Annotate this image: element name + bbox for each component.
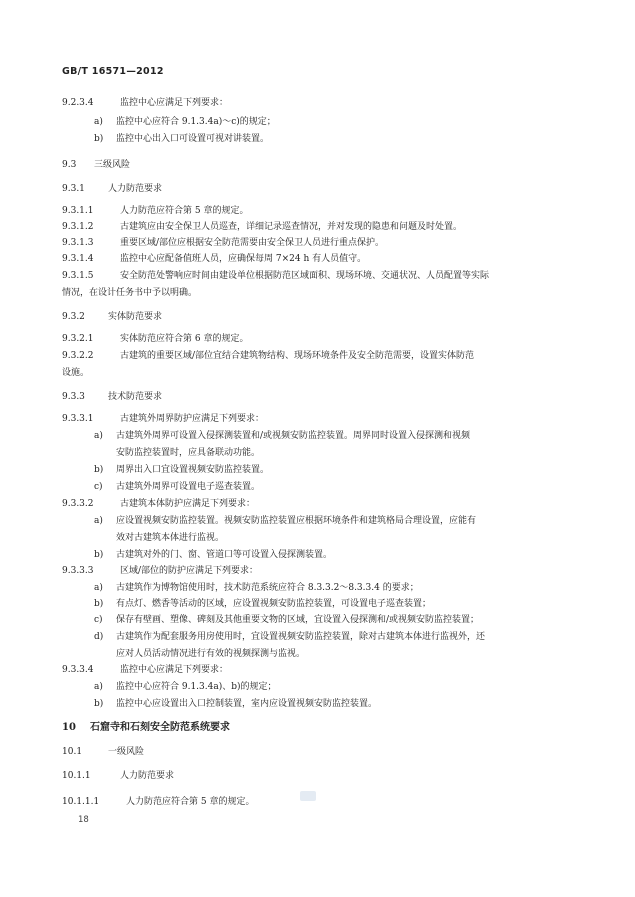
list-marker: b) xyxy=(94,699,104,709)
clause-text: 古建筑应由安全保卫人员巡查，详细记录巡查情况，并对发现的隐患和问题及时处置。 xyxy=(120,222,463,232)
list-item-continuation: 效对古建筑本体进行监视。 xyxy=(116,533,225,543)
clause-text: 监控中心应满足下列要求： xyxy=(120,665,229,675)
clause-continuation: 情况，在设计任务书中予以明确。 xyxy=(62,288,198,298)
clause-text: 区域/部位的防护应满足下列要求： xyxy=(120,566,259,576)
list-text: 有点灯、燃香等活动的区域，应设置视频安防监控装置，可设置电子巡查装置； xyxy=(116,599,432,609)
list-marker: b) xyxy=(94,134,104,144)
clause-text: 人力防范要求 xyxy=(120,771,175,781)
clause-text: 一级风险 xyxy=(108,747,145,757)
list-text: 应设置视频安防监控装置。视频安防监控装置应根据环境条件和建筑格局合理设置，应能有 xyxy=(116,516,477,526)
list-marker: a) xyxy=(94,682,103,692)
list-text: 保存有壁画、塑像、碑刻及其他重要文物的区域，宜设置入侵探测和/或视频安防监控装置； xyxy=(116,615,480,625)
clause-text: 安全防范处警响应时间由建设单位根据防范区域面积、现场环境、交通状况、人员配置等实际 xyxy=(120,271,490,281)
clause-number: 9.3.3.3 xyxy=(62,566,94,576)
clause-number: 9.3.2.1 xyxy=(62,334,94,344)
list-item xyxy=(94,598,431,610)
list-text: 监控中心应符合 9.1.3.4a)～c)的规定； xyxy=(116,117,276,127)
list-text: 古建筑对外的门、窗、管道口等可设置入侵探测装置。 xyxy=(116,550,333,560)
list-item xyxy=(94,481,260,493)
clause-number: 9.3.1.3 xyxy=(62,238,94,248)
clause-line xyxy=(62,333,248,345)
clause-text: 技术防范要求 xyxy=(108,392,163,402)
list-marker: a) xyxy=(94,431,103,441)
clause-text: 人力防范应符合第 5 章的规定。 xyxy=(126,797,255,807)
list-marker: c) xyxy=(94,615,103,625)
clause-line xyxy=(62,565,258,577)
list-item xyxy=(94,681,277,693)
clause-line xyxy=(62,270,489,282)
clause-number: 9.3.1.5 xyxy=(62,271,94,281)
clause-line xyxy=(62,183,162,195)
clause-text: 监控中心应满足下列要求： xyxy=(120,98,229,108)
clause-line xyxy=(62,311,162,323)
clause-line xyxy=(62,413,264,425)
clause-line xyxy=(62,97,228,109)
list-text: 监控中心出入口可设置可视对讲装置。 xyxy=(116,134,270,144)
list-item-continuation: 安防监控装置时，应具备联动功能。 xyxy=(116,448,261,458)
clause-line xyxy=(62,796,254,808)
list-item xyxy=(94,133,269,145)
list-item xyxy=(94,116,276,128)
list-item xyxy=(94,430,470,442)
clause-line xyxy=(62,391,162,403)
list-item xyxy=(94,515,476,527)
clause-number: 9.3.3 xyxy=(62,392,85,402)
clause-line xyxy=(62,159,130,171)
clause-number: 9.3.3.4 xyxy=(62,665,94,675)
clause-text: 重要区域/部位应根据安全防范需要由安全保卫人员进行重点保护。 xyxy=(120,238,385,248)
clause-text: 人力防范要求 xyxy=(108,184,163,194)
watermark-stamp xyxy=(300,791,316,801)
list-marker: b) xyxy=(94,599,104,609)
list-marker: c) xyxy=(94,482,103,492)
list-item xyxy=(94,549,332,561)
list-text: 周界出入口宜设置视频安防监控装置。 xyxy=(116,465,270,475)
list-marker: a) xyxy=(94,583,103,593)
clause-line xyxy=(62,498,255,510)
clause-text: 石窟寺和石刻安全防范系统要求 xyxy=(90,722,230,733)
clause-line xyxy=(62,746,144,758)
list-text: 监控中心应符合 9.1.3.4a)、b)的规定； xyxy=(116,682,277,692)
list-marker: d) xyxy=(94,632,104,642)
clause-number: 9.2.3.4 xyxy=(62,98,94,108)
clause-line xyxy=(62,237,384,249)
clause-number: 9.3.3.2 xyxy=(62,499,94,509)
clause-line xyxy=(62,664,228,676)
clause-number: 9.3 xyxy=(62,160,77,170)
list-marker: a) xyxy=(94,516,103,526)
clause-text: 三级风险 xyxy=(94,160,131,170)
clause-text: 实体防范要求 xyxy=(108,312,163,322)
clause-line xyxy=(62,722,230,734)
clause-text: 人力防范应符合第 5 章的规定。 xyxy=(120,206,249,216)
list-marker: b) xyxy=(94,465,104,475)
page-number: 18 xyxy=(78,815,89,825)
list-marker: a) xyxy=(94,117,103,127)
standard-header: GB/T 16571—2012 xyxy=(62,66,164,77)
clause-number: 10.1 xyxy=(62,747,83,757)
clause-line xyxy=(62,205,248,217)
list-text: 古建筑外周界可设置电子巡查装置。 xyxy=(116,482,261,492)
list-text: 古建筑作为博物馆使用时，技术防范系统应符合 8.3.3.2～8.3.3.4 的要求； xyxy=(116,583,419,593)
clause-number: 9.3.1.4 xyxy=(62,254,94,264)
clause-number: 10.1.1 xyxy=(62,771,91,781)
clause-text: 实体防范应符合第 6 章的规定。 xyxy=(120,334,249,344)
clause-number: 9.3.1 xyxy=(62,184,85,194)
clause-text: 监控中心应配备值班人员，应确保每周 7×24 h 有人员值守。 xyxy=(120,254,367,264)
clause-number: 10 xyxy=(62,722,76,733)
list-item xyxy=(94,614,479,626)
clause-line xyxy=(62,350,474,362)
list-item xyxy=(94,698,377,710)
clause-number: 9.3.1.2 xyxy=(62,222,94,232)
clause-line xyxy=(62,770,174,782)
clause-text: 古建筑本体防护应满足下列要求： xyxy=(120,499,256,509)
list-item xyxy=(94,631,485,643)
clause-continuation: 设施。 xyxy=(62,368,90,378)
clause-number: 10.1.1.1 xyxy=(62,797,100,807)
list-text: 监控中心应设置出入口控制装置，室内应设置视频安防监控装置。 xyxy=(116,699,378,709)
list-item-continuation: 应对人员活动情况进行有效的视频探测与监视。 xyxy=(116,649,306,659)
list-text: 古建筑外周界可设置入侵探测装置和/或视频安防监控装置。周界同时设置入侵探测和视频 xyxy=(116,431,471,441)
list-item xyxy=(94,464,269,476)
list-item xyxy=(94,582,419,594)
clause-number: 9.3.2 xyxy=(62,312,85,322)
clause-number: 9.3.2.2 xyxy=(62,351,94,361)
list-text: 古建筑作为配套服务用房使用时，宜设置视频安防监控装置，除对古建筑本体进行监视外，还 xyxy=(116,632,486,642)
clause-line xyxy=(62,221,462,233)
clause-text: 古建筑的重要区域/部位宜结合建筑物结构、现场环境条件及安全防范需要，设置实体防范 xyxy=(120,351,475,361)
clause-line xyxy=(62,253,366,265)
clause-number: 9.3.3.1 xyxy=(62,414,94,424)
clause-number: 9.3.1.1 xyxy=(62,206,94,216)
list-marker: b) xyxy=(94,550,104,560)
clause-text: 古建筑外周界防护应满足下列要求： xyxy=(120,414,265,424)
